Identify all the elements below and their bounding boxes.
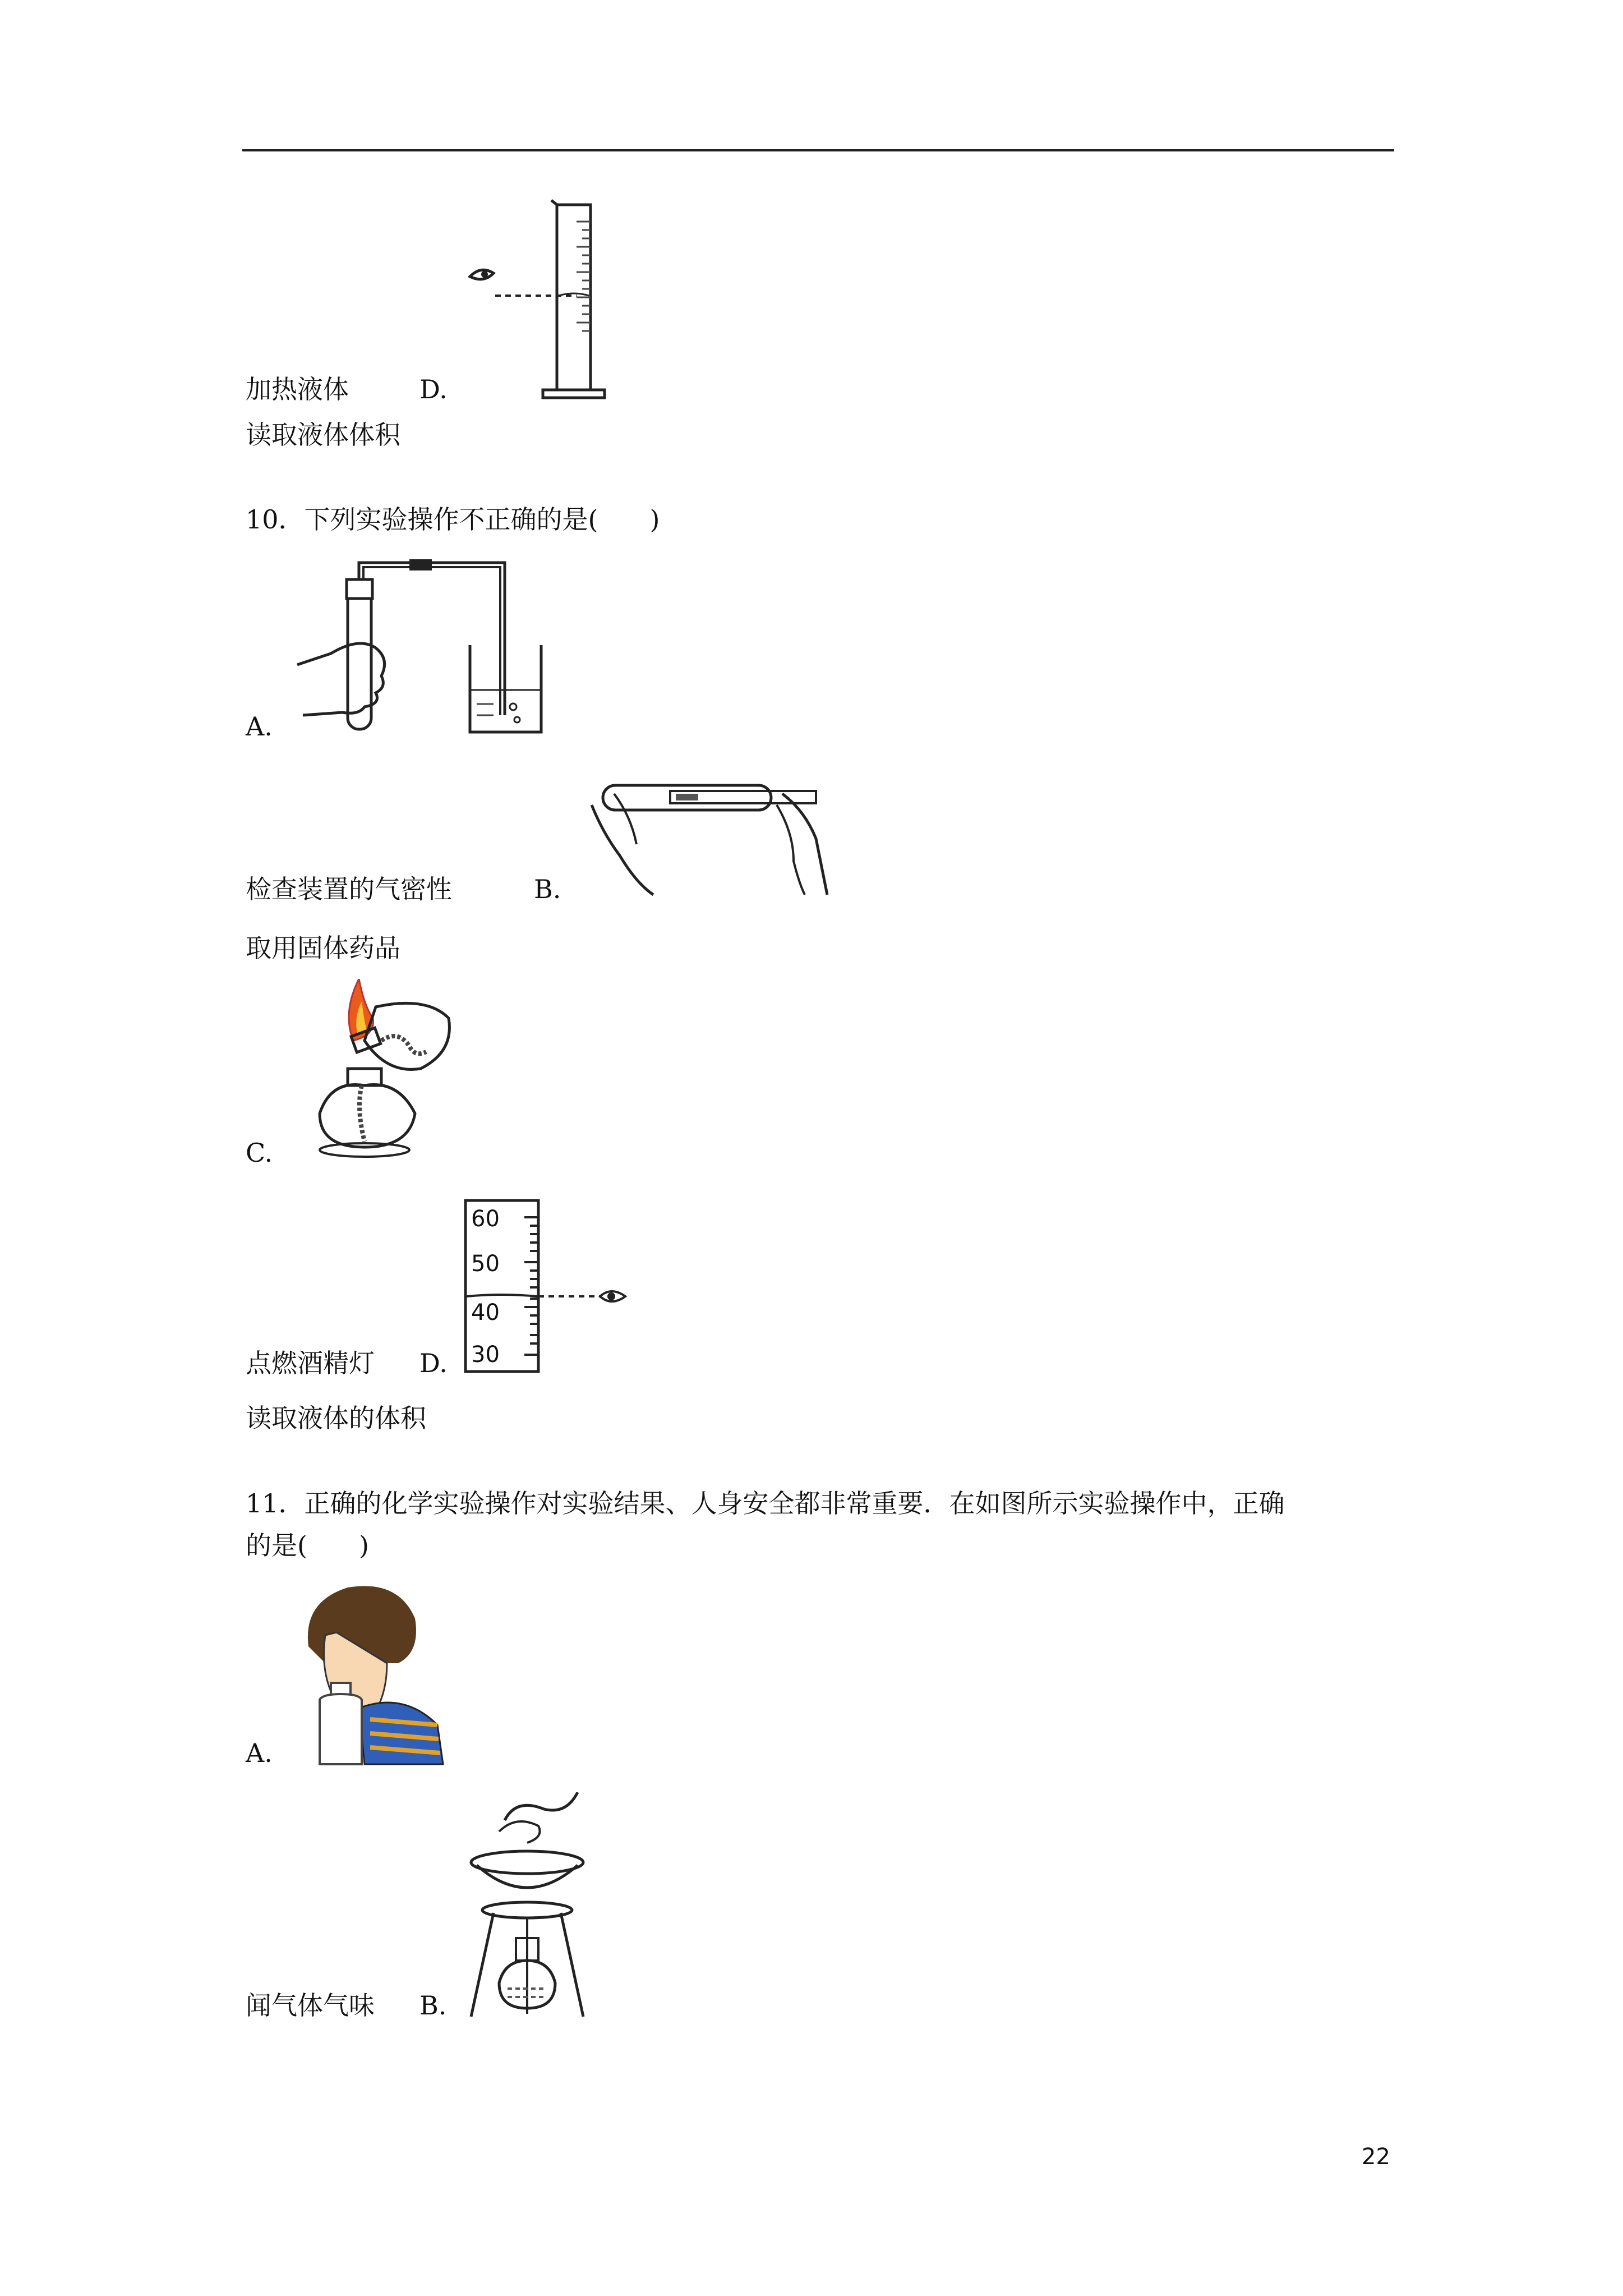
airtightness-check-figure	[292, 553, 550, 743]
smell-gas-figure	[292, 1579, 449, 1770]
q10-option-b-label: B.	[534, 874, 561, 904]
solid-reagent-figure	[580, 771, 838, 900]
q10-option-d-caption: 读取液体的体积	[246, 1403, 426, 1433]
scale-tick-40: 40	[471, 1300, 500, 1326]
q11-stem-line1: 11．正确的化学实验操作对实验结果、人身安全都非常重要．在如图所示实验操作中，正确	[246, 1488, 1285, 1519]
q10-option-c-label: C.	[246, 1138, 273, 1168]
page-number: 22	[1362, 2144, 1390, 2170]
q10-option-c-caption: 点燃酒精灯	[246, 1348, 375, 1378]
scale-reading-figure	[460, 1198, 634, 1377]
alcohol-lamp-figure	[297, 979, 454, 1164]
scale-tick-30: 30	[471, 1342, 500, 1368]
graduated-cylinder-figure	[464, 199, 610, 401]
q10-option-a-label: A.	[246, 711, 273, 742]
q11-option-b-label: B.	[419, 1990, 447, 2021]
header-rule	[242, 149, 1394, 151]
q11-option-a-label: A.	[246, 1738, 273, 1768]
prev-option-d-label: D.	[419, 374, 448, 404]
q10-option-a-caption: 检查装置的气密性	[246, 874, 452, 904]
scale-tick-60: 60	[471, 1206, 500, 1232]
q11-option-a-caption: 闻气体气味	[246, 1990, 375, 2021]
prev-option-c-caption: 加热液体	[246, 374, 349, 404]
q10-stem: 10．下列实验操作不正确的是( )	[246, 504, 660, 535]
evaporation-figure	[460, 1792, 594, 2022]
q10-option-b-caption: 取用固体药品	[246, 933, 400, 963]
prev-option-d-caption: 读取液体体积	[246, 420, 400, 450]
q11-stem-line2: 的是( )	[246, 1530, 369, 1561]
scale-tick-50: 50	[471, 1251, 500, 1277]
q10-option-d-label: D.	[419, 1348, 448, 1378]
